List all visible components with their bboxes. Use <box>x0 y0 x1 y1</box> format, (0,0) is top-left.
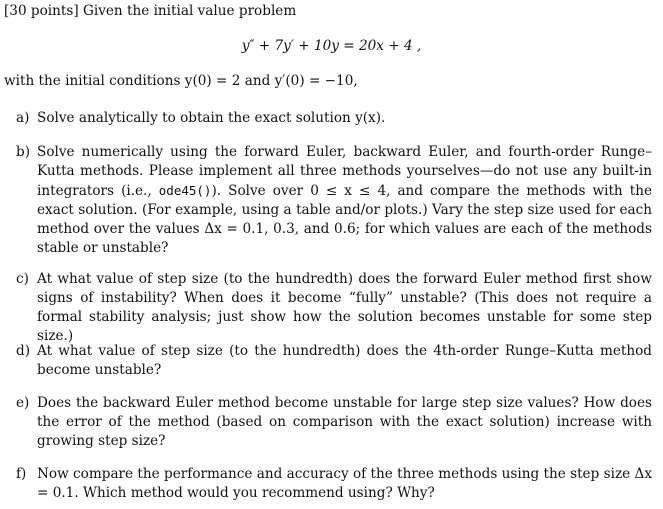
part-a <box>16 109 652 128</box>
part-text <box>37 143 652 258</box>
part-c <box>16 270 652 346</box>
part-text-before-code: Solve numerically using the forward Euler, backward Euler, and fourth-order Runge–Kutta methods. Please implement all three methods yourselves—do not use any built-in integrators (i.e., <box>37 144 652 199</box>
part-text-after-code: ). Solve over 0 ≤ x ≤ 4, and compare the methods with the exact solution. (For example, using a table and/or plots.) Vary the step size used for each method over the values Δx = 0.1, 0.3, and 0.6; for which values are each of the methods stable or unstable? <box>37 183 652 256</box>
part-f <box>16 465 652 503</box>
part-text: At what value of step size (to the hundredth) does the 4th-order Runge–Kutta method become unstable? <box>37 343 652 378</box>
part-letter: d) <box>16 343 31 359</box>
part-text: Now compare the performance and accuracy of the three methods using the step size Δx = 0.1. Which method would you recommend using? Why? <box>37 466 652 501</box>
problem-intro <box>4 2 296 21</box>
part-e <box>16 394 652 451</box>
differential-equation: y″ + 7y′ + 10y = 20x + 4 , <box>241 38 422 54</box>
part-letter: b) <box>16 144 31 160</box>
part-b <box>16 143 652 258</box>
part-text: Solve analytically to obtain the exact solution y(x). <box>37 110 386 126</box>
intro-text: Given the initial value problem <box>82 3 297 19</box>
part-text: At what value of step size (to the hundredth) does the forward Euler method first show signs of instability? When does it become “fully” unstable? (This does not require a formal stability analysis; just show how the solution becomes unstable for some step size.) <box>37 271 652 344</box>
part-letter: a) <box>16 110 30 126</box>
part-letter: e) <box>16 395 30 411</box>
part-d <box>16 342 652 380</box>
code-snippet: ode45() <box>158 183 212 198</box>
initial-conditions: with the initial conditions y(0) = 2 and y′(0) = −10, <box>4 73 358 89</box>
points-label: [30 points] <box>4 3 79 19</box>
part-text: Does the backward Euler method become unstable for large step size values? How does the error of the method (based on comparison with the exact solution) increase with growing step size? <box>37 395 652 449</box>
part-letter: f) <box>16 466 27 482</box>
part-letter: c) <box>16 271 29 287</box>
